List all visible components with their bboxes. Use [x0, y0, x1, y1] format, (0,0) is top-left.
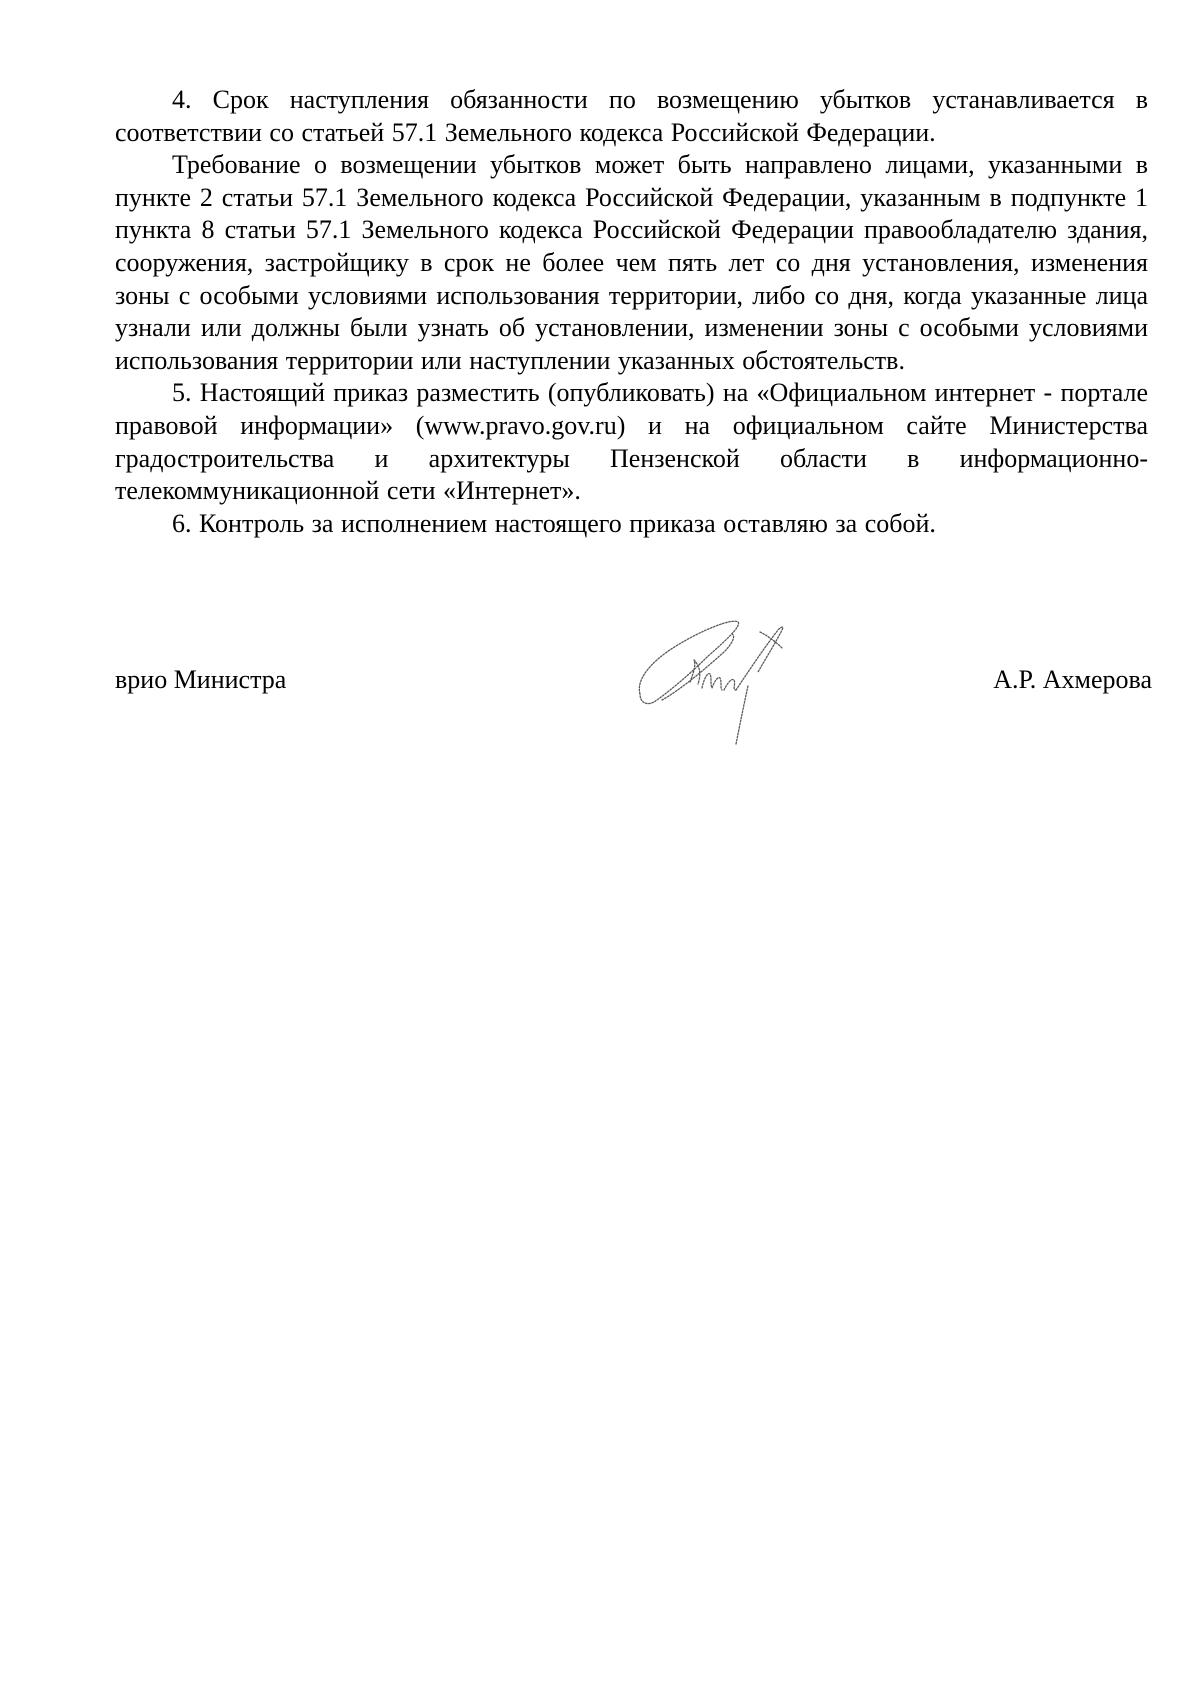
paragraph-item-4: 4. Срок наступления обязанности по возмещению убытков устанавливается в соответствии со статьей 57.1 Земельного кодекса Российской Федерации. [115, 85, 1148, 147]
document-body [115, 84, 1148, 540]
paragraph-claim-requirement: Требование о возмещении убытков может быть направлено лицами, указанными в пункте 2 статьи 57.1 Земельного кодекса Российской Федерации, указанным в подпункте 1 пункта 8 статьи 57.1 Земельного кодекса Российской Федерации правообладателю здания, сооружения, застройщику в срок не более чем пять лет со дня установления, изменения зоны с особыми условиями использования территории, либо со дня, когда указанные лица узнали или должны были узнать об установлении, изменении зоны с особыми условиями использования территории или наступлении указанных обстоятельств. [115, 150, 1148, 375]
handwritten-signature-icon [632, 612, 812, 752]
paragraph-item-6: 6. Контроль за исполнением настоящего приказа оставляю за собой. [172, 508, 936, 538]
paragraph-item-5: 5. Настоящий приказ разместить (опубликовать) на «Официальном интернет - портале правовой информации» (www.pravo.gov.ru) и на официальном сайте Министерства градостроительства и архитектуры Пензенской области в информационно-телекоммуникационной сети «Интернет». [115, 378, 1148, 506]
signer-position: врио Министра [115, 665, 287, 694]
signer-name: А.Р. Ахмерова [993, 665, 1152, 694]
